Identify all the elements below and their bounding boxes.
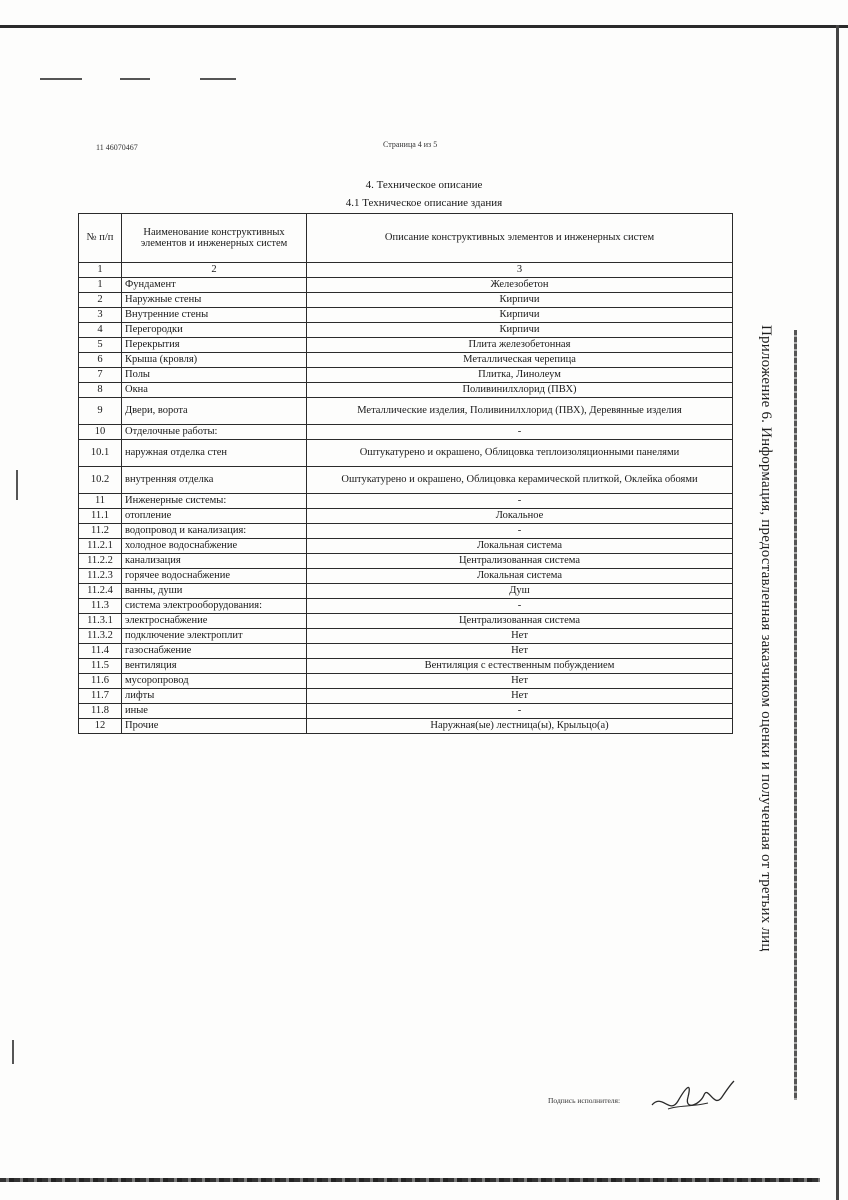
row-number: 9 [79,398,122,425]
row-element-name: отопление [122,509,307,524]
scan-mark [120,78,150,80]
row-element-description: Нет [307,644,733,659]
table-row [79,569,733,584]
scan-mark [16,470,18,500]
header-element-name: Наименование конструктивных элементов и инженерных систем [122,214,307,263]
row-element-name: Прочие [122,719,307,734]
row-element-name: Перегородки [122,323,307,338]
row-number: 3 [79,308,122,323]
row-element-description: Душ [307,584,733,599]
row-element-name: Инженерные системы: [122,494,307,509]
index-cell: 3 [307,263,733,278]
table-row [79,539,733,554]
row-element-name: холодное водоснабжение [122,539,307,554]
row-number: 12 [79,719,122,734]
table-row [79,704,733,719]
index-cell: 1 [79,263,122,278]
row-element-description: Наружная(ые) лестница(ы), Крыльцо(а) [307,719,733,734]
header-element-description: Описание конструктивных элементов и инженерных систем [307,214,733,263]
table-row [79,689,733,704]
table-row [79,554,733,569]
row-number: 11.4 [79,644,122,659]
table-row [79,494,733,509]
row-number: 5 [79,338,122,353]
scan-edge-top [0,25,848,28]
row-number: 11.3.2 [79,629,122,644]
technical-description-table [78,213,733,734]
signature-icon [648,1075,738,1119]
row-number: 11.2.2 [79,554,122,569]
table-row [79,323,733,338]
table-row [79,659,733,674]
appendix-side-note: Приложение 6. Информация, предоставленная заказчиком оценки и полученная от третьих лиц [758,325,774,952]
row-number: 11.2.3 [79,569,122,584]
table-index-row [79,263,733,278]
table-row [79,353,733,368]
row-number: 10 [79,425,122,440]
scan-mark [40,78,82,80]
row-element-description: Оштукатурено и окрашено, Облицовка теплоизоляционными панелями [307,440,733,467]
row-element-description: Централизованная система [307,554,733,569]
row-number: 11.2 [79,524,122,539]
row-element-name: лифты [122,689,307,704]
row-number: 4 [79,323,122,338]
row-number: 11.5 [79,659,122,674]
signature-label: Подпись исполнителя: [548,1096,621,1105]
row-element-name: Окна [122,383,307,398]
page-number: Страница 4 из 5 [383,140,438,149]
document-id: 11 46070467 [96,143,138,152]
table-row [79,368,733,383]
table-row [79,599,733,614]
row-element-description: - [307,494,733,509]
row-element-description: Централизованная система [307,614,733,629]
row-element-name: электроснабжение [122,614,307,629]
row-element-description: Кирпичи [307,293,733,308]
row-element-description: Нет [307,689,733,704]
row-element-description: - [307,524,733,539]
table-row [79,644,733,659]
row-element-name: Фундамент [122,278,307,293]
row-number: 11.2.1 [79,539,122,554]
table-row [79,614,733,629]
table-row [79,719,733,734]
row-element-name: Крыша (кровля) [122,353,307,368]
row-element-description: - [307,704,733,719]
table-row [79,509,733,524]
row-number: 11.8 [79,704,122,719]
row-element-description: Нет [307,629,733,644]
subsection-title: 4.1 Техническое описание здания [345,197,503,209]
row-element-name: Внутренние стены [122,308,307,323]
table-row [79,278,733,293]
row-element-description: Нет [307,674,733,689]
row-element-name: наружная отделка стен [122,440,307,467]
row-element-name: газоснабжение [122,644,307,659]
scan-edge-bottom [0,1178,820,1182]
row-element-description: Железобетон [307,278,733,293]
row-element-name: Двери, ворота [122,398,307,425]
row-element-description: Металлическая черепица [307,353,733,368]
row-number: 1 [79,278,122,293]
table-row [79,584,733,599]
table-row [79,629,733,644]
row-number: 6 [79,353,122,368]
row-number: 7 [79,368,122,383]
table-row [79,383,733,398]
side-rule [794,330,797,1100]
table-row [79,467,733,494]
row-element-description: Плита железобетонная [307,338,733,353]
row-element-description: Кирпичи [307,308,733,323]
row-number: 11 [79,494,122,509]
row-number: 10.2 [79,467,122,494]
row-element-name: подключение электроплит [122,629,307,644]
row-element-description: - [307,599,733,614]
table-row [79,398,733,425]
header-number: № п/п [79,214,122,263]
table-row [79,440,733,467]
row-number: 11.1 [79,509,122,524]
row-element-name: Наружные стены [122,293,307,308]
row-element-description: Локальная система [307,539,733,554]
scan-mark [200,78,236,80]
row-element-description: Плитка, Линолеум [307,368,733,383]
row-number: 11.3.1 [79,614,122,629]
table-row [79,293,733,308]
section-title [0,179,848,191]
row-element-description: Металлические изделия, Поливинилхлорид (ПВХ), Деревянные изделия [307,398,733,425]
row-number: 11.6 [79,674,122,689]
row-number: 2 [79,293,122,308]
row-element-name: система электрооборудования: [122,599,307,614]
row-element-description: Оштукатурено и окрашено, Облицовка керамической плиткой, Оклейка обоями [307,467,733,494]
section-title-text: 4. Техническое описание [365,179,483,191]
row-element-name: внутренняя отделка [122,467,307,494]
table-row [79,338,733,353]
row-element-description: - [307,425,733,440]
table-row [79,425,733,440]
row-element-name: горячее водоснабжение [122,569,307,584]
table-header-row [79,214,733,263]
row-element-name: водопровод и канализация: [122,524,307,539]
row-element-name: вентиляция [122,659,307,674]
row-element-description: Локальное [307,509,733,524]
table-body [79,278,733,734]
row-element-name: Перекрытия [122,338,307,353]
index-cell: 2 [122,263,307,278]
scan-mark [12,1040,14,1064]
row-number: 11.2.4 [79,584,122,599]
row-element-description: Локальная система [307,569,733,584]
row-element-name: ванны, души [122,584,307,599]
row-element-name: канализация [122,554,307,569]
row-element-description: Кирпичи [307,323,733,338]
row-number: 11.3 [79,599,122,614]
table-row [79,524,733,539]
row-element-description: Вентиляция с естественным побуждением [307,659,733,674]
row-number: 10.1 [79,440,122,467]
row-element-description: Поливинилхлорид (ПВХ) [307,383,733,398]
row-number: 11.7 [79,689,122,704]
row-element-name: Отделочные работы: [122,425,307,440]
row-element-name: мусоропровод [122,674,307,689]
table-row [79,674,733,689]
table-row [79,308,733,323]
row-element-name: иные [122,704,307,719]
row-element-name: Полы [122,368,307,383]
row-number: 8 [79,383,122,398]
